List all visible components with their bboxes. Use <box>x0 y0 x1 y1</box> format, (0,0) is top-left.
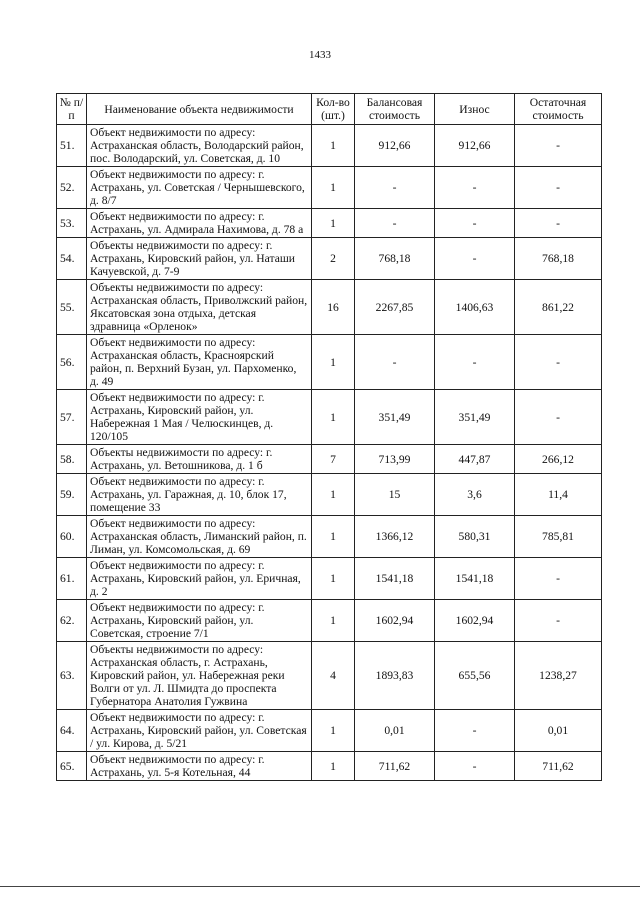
page-number: 1433 <box>309 49 331 61</box>
cell-num: 62. <box>57 600 87 642</box>
table-row <box>57 558 602 600</box>
cell-residual: 861,22 <box>515 280 602 335</box>
header-name: Наименование объекта недвижимости <box>87 94 312 125</box>
table-row <box>57 238 602 280</box>
cell-num: 63. <box>57 642 87 710</box>
table-row <box>57 125 602 167</box>
cell-name: Объект недвижимости по адресу: г. Астрахань, Кировский район, ул. Советская, строение 7/1 <box>87 600 312 642</box>
cell-qty: 1 <box>312 752 355 781</box>
cell-name: Объекты недвижимости по адресу: г. Астрахань, Кировский район, ул. Наташи Качуевской, д. 7-9 <box>87 238 312 280</box>
cell-wear: - <box>435 167 515 209</box>
cell-balance: - <box>355 167 435 209</box>
cell-qty: 1 <box>312 390 355 445</box>
cell-num: 64. <box>57 710 87 752</box>
cell-balance: 1602,94 <box>355 600 435 642</box>
table-row <box>57 167 602 209</box>
table-row <box>57 209 602 238</box>
cell-name: Объект недвижимости по адресу: г. Астрахань, ул. 5-я Котельная, 44 <box>87 752 312 781</box>
cell-num: 57. <box>57 390 87 445</box>
cell-name: Объект недвижимости по адресу: Астраханская область, Володарский район, пос. Володарский, ул. Советская, д. 10 <box>87 125 312 167</box>
cell-wear: 351,49 <box>435 390 515 445</box>
cell-num: 60. <box>57 516 87 558</box>
cell-balance: 912,66 <box>355 125 435 167</box>
cell-qty: 1 <box>312 335 355 390</box>
cell-num: 59. <box>57 474 87 516</box>
header-balance: Балансовая стоимость <box>355 94 435 125</box>
cell-name: Объект недвижимости по адресу: Астраханская область, Лиманский район, п. Лиман, ул. Комсомольская, д. 69 <box>87 516 312 558</box>
cell-residual: 768,18 <box>515 238 602 280</box>
property-table <box>56 93 602 781</box>
table-row <box>57 474 602 516</box>
cell-name: Объект недвижимости по адресу: г. Астрахань, Кировский район, ул. Еричная, д. 2 <box>87 558 312 600</box>
table-row <box>57 445 602 474</box>
cell-wear: 1406,63 <box>435 280 515 335</box>
table-header-row <box>57 94 602 125</box>
cell-qty: 1 <box>312 600 355 642</box>
cell-qty: 1 <box>312 516 355 558</box>
cell-balance: 768,18 <box>355 238 435 280</box>
cell-num: 58. <box>57 445 87 474</box>
cell-balance: 713,99 <box>355 445 435 474</box>
cell-residual: - <box>515 558 602 600</box>
header-wear: Износ <box>435 94 515 125</box>
bottom-rule <box>0 886 640 887</box>
cell-wear: - <box>435 710 515 752</box>
cell-residual: - <box>515 390 602 445</box>
cell-name: Объекты недвижимости по адресу: Астраханская область, Приволжский район, Яксатовская зона отдыха, детская здравница «Орленок» <box>87 280 312 335</box>
cell-wear: - <box>435 335 515 390</box>
cell-name: Объект недвижимости по адресу: г. Астрахань, Кировский район, ул. Советская / ул. Кирова, д. 5/21 <box>87 710 312 752</box>
cell-balance: 351,49 <box>355 390 435 445</box>
cell-qty: 1 <box>312 125 355 167</box>
cell-num: 54. <box>57 238 87 280</box>
cell-qty: 2 <box>312 238 355 280</box>
cell-wear: 447,87 <box>435 445 515 474</box>
cell-num: 61. <box>57 558 87 600</box>
table-row <box>57 710 602 752</box>
cell-qty: 1 <box>312 474 355 516</box>
cell-residual: 785,81 <box>515 516 602 558</box>
table-row <box>57 752 602 781</box>
cell-num: 65. <box>57 752 87 781</box>
cell-qty: 1 <box>312 558 355 600</box>
cell-residual: 11,4 <box>515 474 602 516</box>
header-qty: Кол-во (шт.) <box>312 94 355 125</box>
cell-num: 51. <box>57 125 87 167</box>
cell-wear: 1602,94 <box>435 600 515 642</box>
cell-balance: 2267,85 <box>355 280 435 335</box>
cell-residual: - <box>515 335 602 390</box>
cell-residual: 711,62 <box>515 752 602 781</box>
cell-wear: 912,66 <box>435 125 515 167</box>
cell-wear: 1541,18 <box>435 558 515 600</box>
cell-qty: 16 <box>312 280 355 335</box>
cell-name: Объекты недвижимости по адресу: г. Астрахань, ул. Ветошникова, д. 1 б <box>87 445 312 474</box>
cell-residual: - <box>515 600 602 642</box>
header-num: № п/п <box>57 94 87 125</box>
table-row <box>57 642 602 710</box>
cell-balance: 0,01 <box>355 710 435 752</box>
cell-qty: 7 <box>312 445 355 474</box>
cell-qty: 4 <box>312 642 355 710</box>
cell-wear: 655,56 <box>435 642 515 710</box>
cell-residual: 266,12 <box>515 445 602 474</box>
cell-qty: 1 <box>312 710 355 752</box>
table-row <box>57 335 602 390</box>
cell-residual: - <box>515 209 602 238</box>
cell-wear: 3,6 <box>435 474 515 516</box>
cell-num: 53. <box>57 209 87 238</box>
cell-balance: 1541,18 <box>355 558 435 600</box>
table-row <box>57 600 602 642</box>
cell-num: 56. <box>57 335 87 390</box>
cell-wear: - <box>435 752 515 781</box>
cell-balance: - <box>355 335 435 390</box>
cell-qty: 1 <box>312 209 355 238</box>
cell-wear: - <box>435 209 515 238</box>
cell-balance: 711,62 <box>355 752 435 781</box>
cell-balance: 1893,83 <box>355 642 435 710</box>
cell-balance: - <box>355 209 435 238</box>
cell-residual: 0,01 <box>515 710 602 752</box>
table-row <box>57 516 602 558</box>
cell-num: 52. <box>57 167 87 209</box>
cell-balance: 15 <box>355 474 435 516</box>
header-residual: Остаточная стоимость <box>515 94 602 125</box>
cell-name: Объект недвижимости по адресу: г. Астрахань, ул. Советская / Чернышевского, д. 8/7 <box>87 167 312 209</box>
cell-num: 55. <box>57 280 87 335</box>
cell-residual: - <box>515 167 602 209</box>
table-row <box>57 280 602 335</box>
cell-name: Объект недвижимости по адресу: г. Астрахань, ул. Адмирала Нахимова, д. 78 а <box>87 209 312 238</box>
cell-name: Объект недвижимости по адресу: Астраханская область, Красноярский район, п. Верхний Бузан, ул. Пархоменко, д. 49 <box>87 335 312 390</box>
cell-residual: - <box>515 125 602 167</box>
cell-name: Объекты недвижимости по адресу: Астраханская область, г. Астрахань, Кировский район, ул. Набережная реки Волги от ул. Л. Шмидта до проспекта Губернатора Анатолия Гужвина <box>87 642 312 710</box>
cell-residual: 1238,27 <box>515 642 602 710</box>
cell-name: Объект недвижимости по адресу: г. Астрахань, Кировский район, ул. Набережная 1 Мая / Челюскинцев, д. 120/105 <box>87 390 312 445</box>
table-row <box>57 390 602 445</box>
cell-name: Объект недвижимости по адресу: г. Астрахань, ул. Гаражная, д. 10, блок 17, помещение 33 <box>87 474 312 516</box>
cell-wear: - <box>435 238 515 280</box>
cell-balance: 1366,12 <box>355 516 435 558</box>
cell-qty: 1 <box>312 167 355 209</box>
cell-wear: 580,31 <box>435 516 515 558</box>
